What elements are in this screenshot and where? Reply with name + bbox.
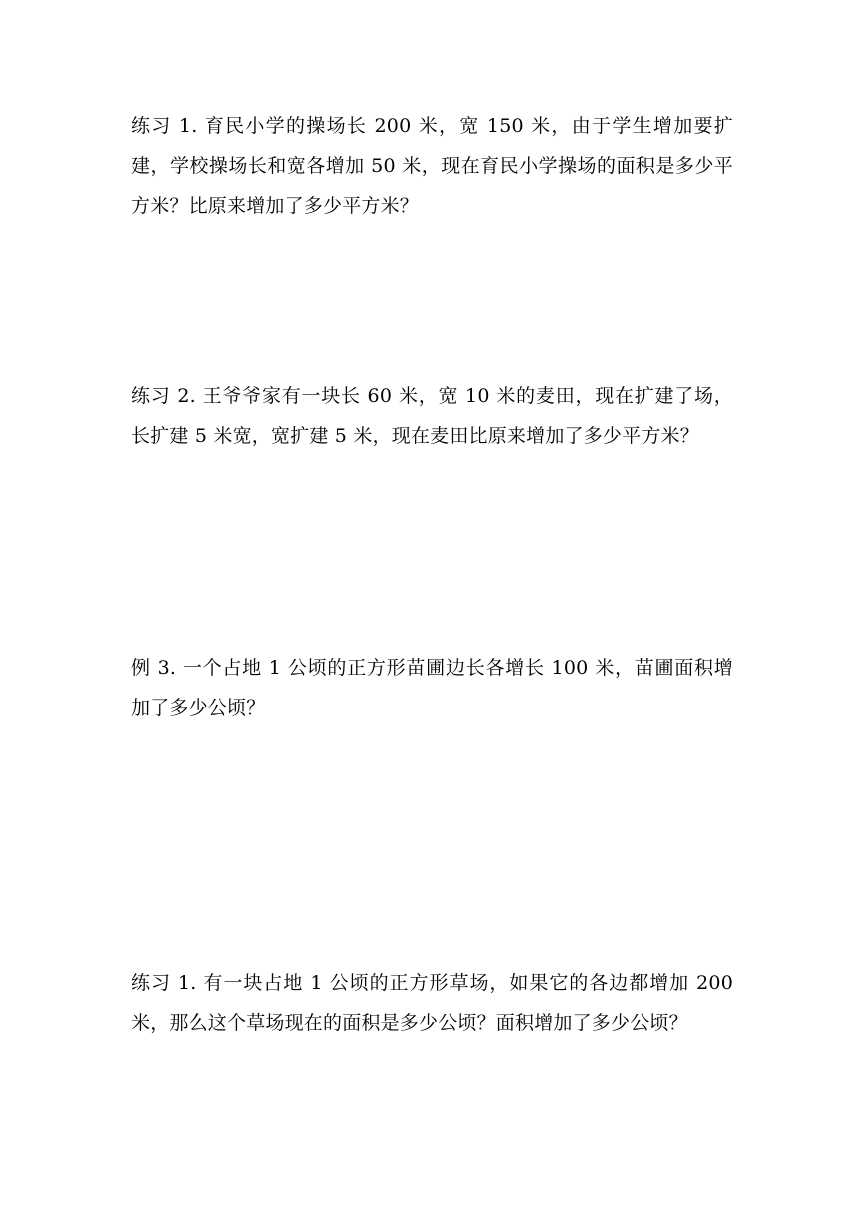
problem-practice-1: 练习 1. 育民小学的操场长 200 米，宽 150 米，由于学生增加要扩建，学校操场长和宽各增加 50 米，现在育民小学操场的面积是多少平方米？比原来增加了多少平方米？ [131, 115, 733, 217]
problem-practice-1-second: 练习 1. 有一块占地 1 公顷的正方形草场，如果它的各边都增加 200 米，那么这个草场现在的面积是多少公顷？面积增加了多少公顷？ [131, 972, 733, 1034]
problem-example-3: 例 3. 一个占地 1 公顷的正方形苗圃边长各增长 100 米，苗圃面积增加了多少公顷？ [131, 657, 733, 719]
problem-practice-2: 练习 2. 王爷爷家有一块长 60 米，宽 10 米的麦田，现在扩建了场，长扩建 5 米宽，宽扩建 5 米，现在麦田比原来增加了多少平方米？ [131, 385, 733, 447]
